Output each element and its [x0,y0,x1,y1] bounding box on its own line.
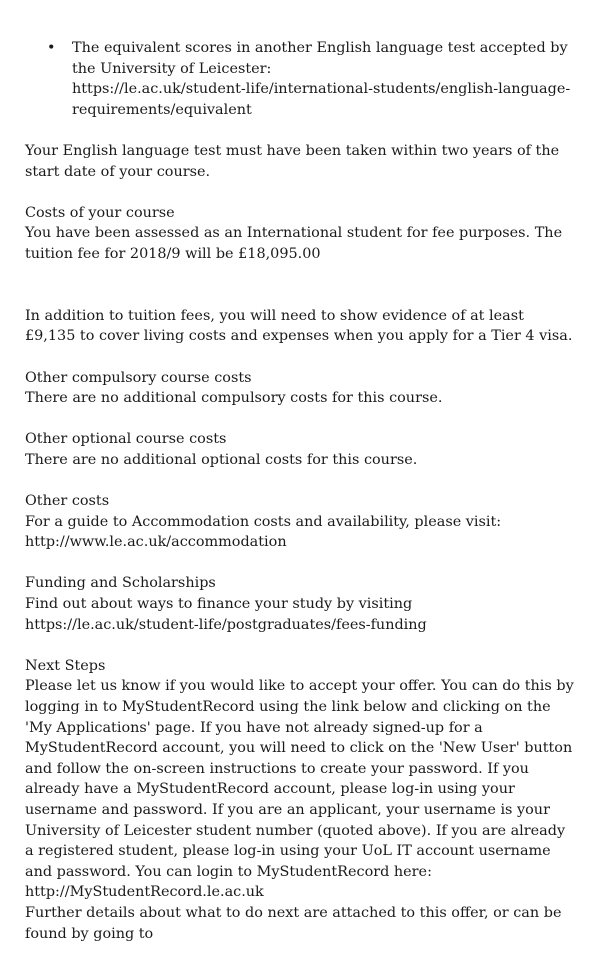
other-costs-text: For a guide to Accommodation costs and availability, please visit: [25,513,502,530]
test-validity-note: Your English language test must have been taken within two years of the start date of your course. [25,142,560,180]
english-equivalent-link[interactable]: https://le.ac.uk/student-life/international-students/english-language-requirements/equivalent [72,81,571,118]
optional-costs-heading: Other optional course costs [25,431,227,448]
next-steps-text: Please let us know if you would like to accept your offer. You can do this by logging in to MyStudentRecord using the link below and clicking on the 'My Applications' page. If you have not already signed-up for a MyStudentRecord account, you will need to click on the 'New User' button and follow the on-screen instructions to create your password. If you already have a MyStudentRecord account, please log-in using your username and password. If you are an applicant, your username is your University of Leicester student number (quoted above). If you are already a registered student, please log-in using your UoL IT account username and password. You can login to MyStudentRecord here: [25,678,574,880]
english-test-bullet-list [25,38,576,120]
optional-costs-text: There are no additional optional costs for this course. [25,451,418,468]
tuition-fee-text: You have been assessed as an International student for fee purposes. The tuition fee for 2018/9 will be £18,095.00 [25,225,563,262]
funding-text: Find out about ways to finance your study by visiting [25,596,413,613]
costs-of-course-section [25,203,576,265]
further-details-text: Further details about what to do next are attached to this offer, or can be found by going to [25,904,562,942]
compulsory-costs-text: There are no additional compulsory costs for this course. [25,390,443,407]
other-costs-heading: Other costs [25,493,110,510]
funding-section [25,573,576,635]
fees-funding-link[interactable]: https://le.ac.uk/student-life/postgraduates/fees-funding [25,616,427,633]
english-test-bullet-item [72,38,576,120]
mystudentrecord-link[interactable]: http://MyStudentRecord.le.ac.uk [25,884,264,901]
accommodation-link[interactable]: http://www.le.ac.uk/accommodation [25,534,287,551]
compulsory-costs-section [25,368,576,409]
compulsory-costs-heading: Other compulsory course costs [25,369,252,386]
other-costs-section [25,491,576,553]
costs-of-course-heading: Costs of your course [25,204,175,221]
optional-costs-section [25,429,576,470]
next-steps-heading: Next Steps [25,657,106,674]
bullet-text: The equivalent scores in another English language test accepted by the University of Leicester: [72,40,568,77]
living-costs-text: In addition to tuition fees, you will need to show evidence of at least £9,135 to cover living costs and expenses when you apply for a Tier 4 visa. [25,307,573,345]
funding-heading: Funding and Scholarships [25,575,216,592]
next-steps-section [25,656,576,944]
